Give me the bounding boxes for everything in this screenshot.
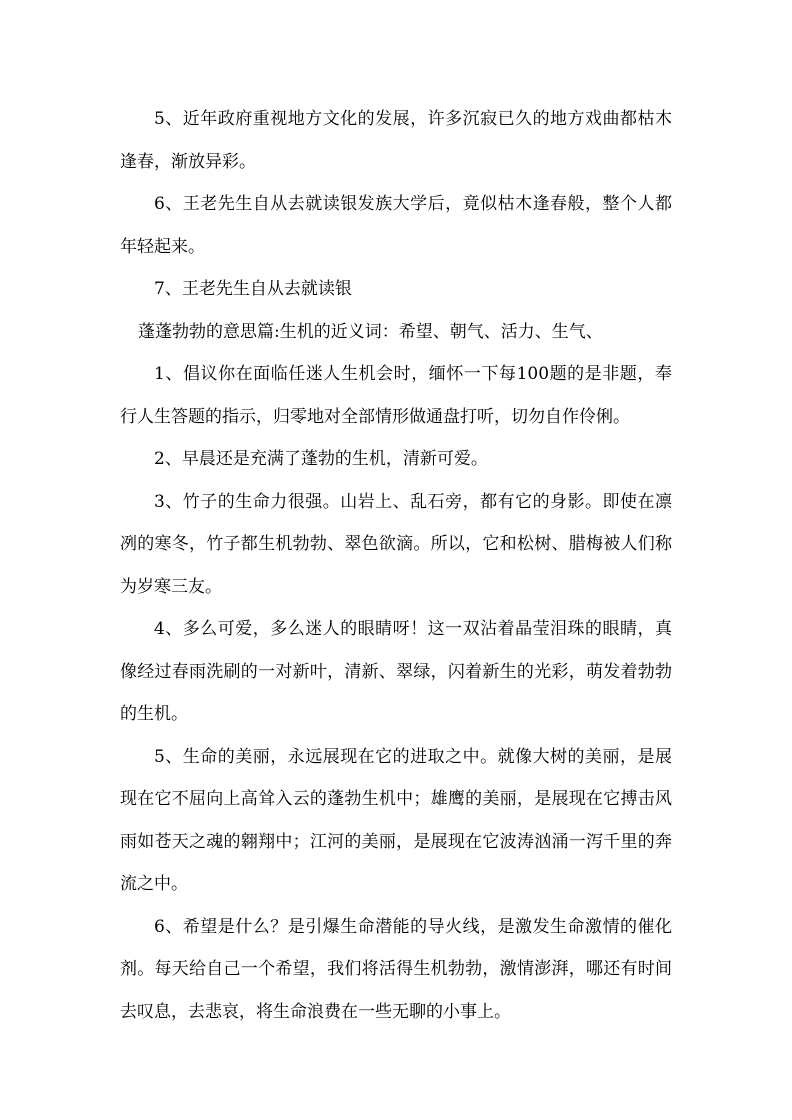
paragraph-9: 5、生命的美丽，永远展现在它的进取之中。就像大树的美丽，是展现在它不屈向上高耸入云的蓬勃生机中；雄鹰的美丽，是展现在它搏击风雨如苍天之魂的翱翔中；江河的美丽，是展现在它波涛汹涌一泻千里的奔流之中。 — [120, 746, 672, 894]
paragraph-2: 6、王老先生自从去就读银发族大学后，竟似枯木逢春般，整个人都年轻起来。 — [120, 194, 672, 257]
paragraph-1: 5、近年政府重视地方文化的发展，许多沉寂已久的地方戏曲都枯木逢春，渐放异彩。 — [120, 109, 672, 172]
paragraph-3: 7、王老先生自从去就读银 — [154, 279, 352, 299]
section-heading: 蓬蓬勃勃的意思篇:生机的近义词：希望、朝气、活力、生气、 — [138, 321, 603, 342]
paragraph-5: 1、倡议你在面临任迷人生机会时，缅怀一下每100题的是非题，奉行人生答题的指示，归零地对全部情形做通盘打听，切勿自作伶俐。 — [120, 364, 672, 427]
paragraph-7: 3、竹子的生命力很强。山岩上、乱石旁，都有它的身影。即使在凛冽的寒冬，竹子都生机勃勃、翠色欲滴。所以，它和松树、腊梅被人们称为岁寒三友。 — [120, 491, 672, 597]
paragraph-6: 2、早晨还是充满了蓬勃的生机，清新可爱。 — [154, 449, 488, 469]
paragraph-8: 4、多么可爱，多么迷人的眼睛呀！这一双沾着晶莹泪珠的眼睛，真像经过春雨洗刷的一对新叶，清新、翠绿，闪着新生的光彩，萌发着勃勃的生机。 — [120, 619, 672, 724]
paragraph-10: 6、希望是什么？是引爆生命潜能的导火线，是激发生命激情的催化剂。每天给自己一个希望，我们将活得生机勃勃，激情澎湃，哪还有时间去叹息，去悲哀，将生命浪费在一些无聊的小事上。 — [120, 916, 672, 1022]
document-body — [120, 98, 672, 1033]
